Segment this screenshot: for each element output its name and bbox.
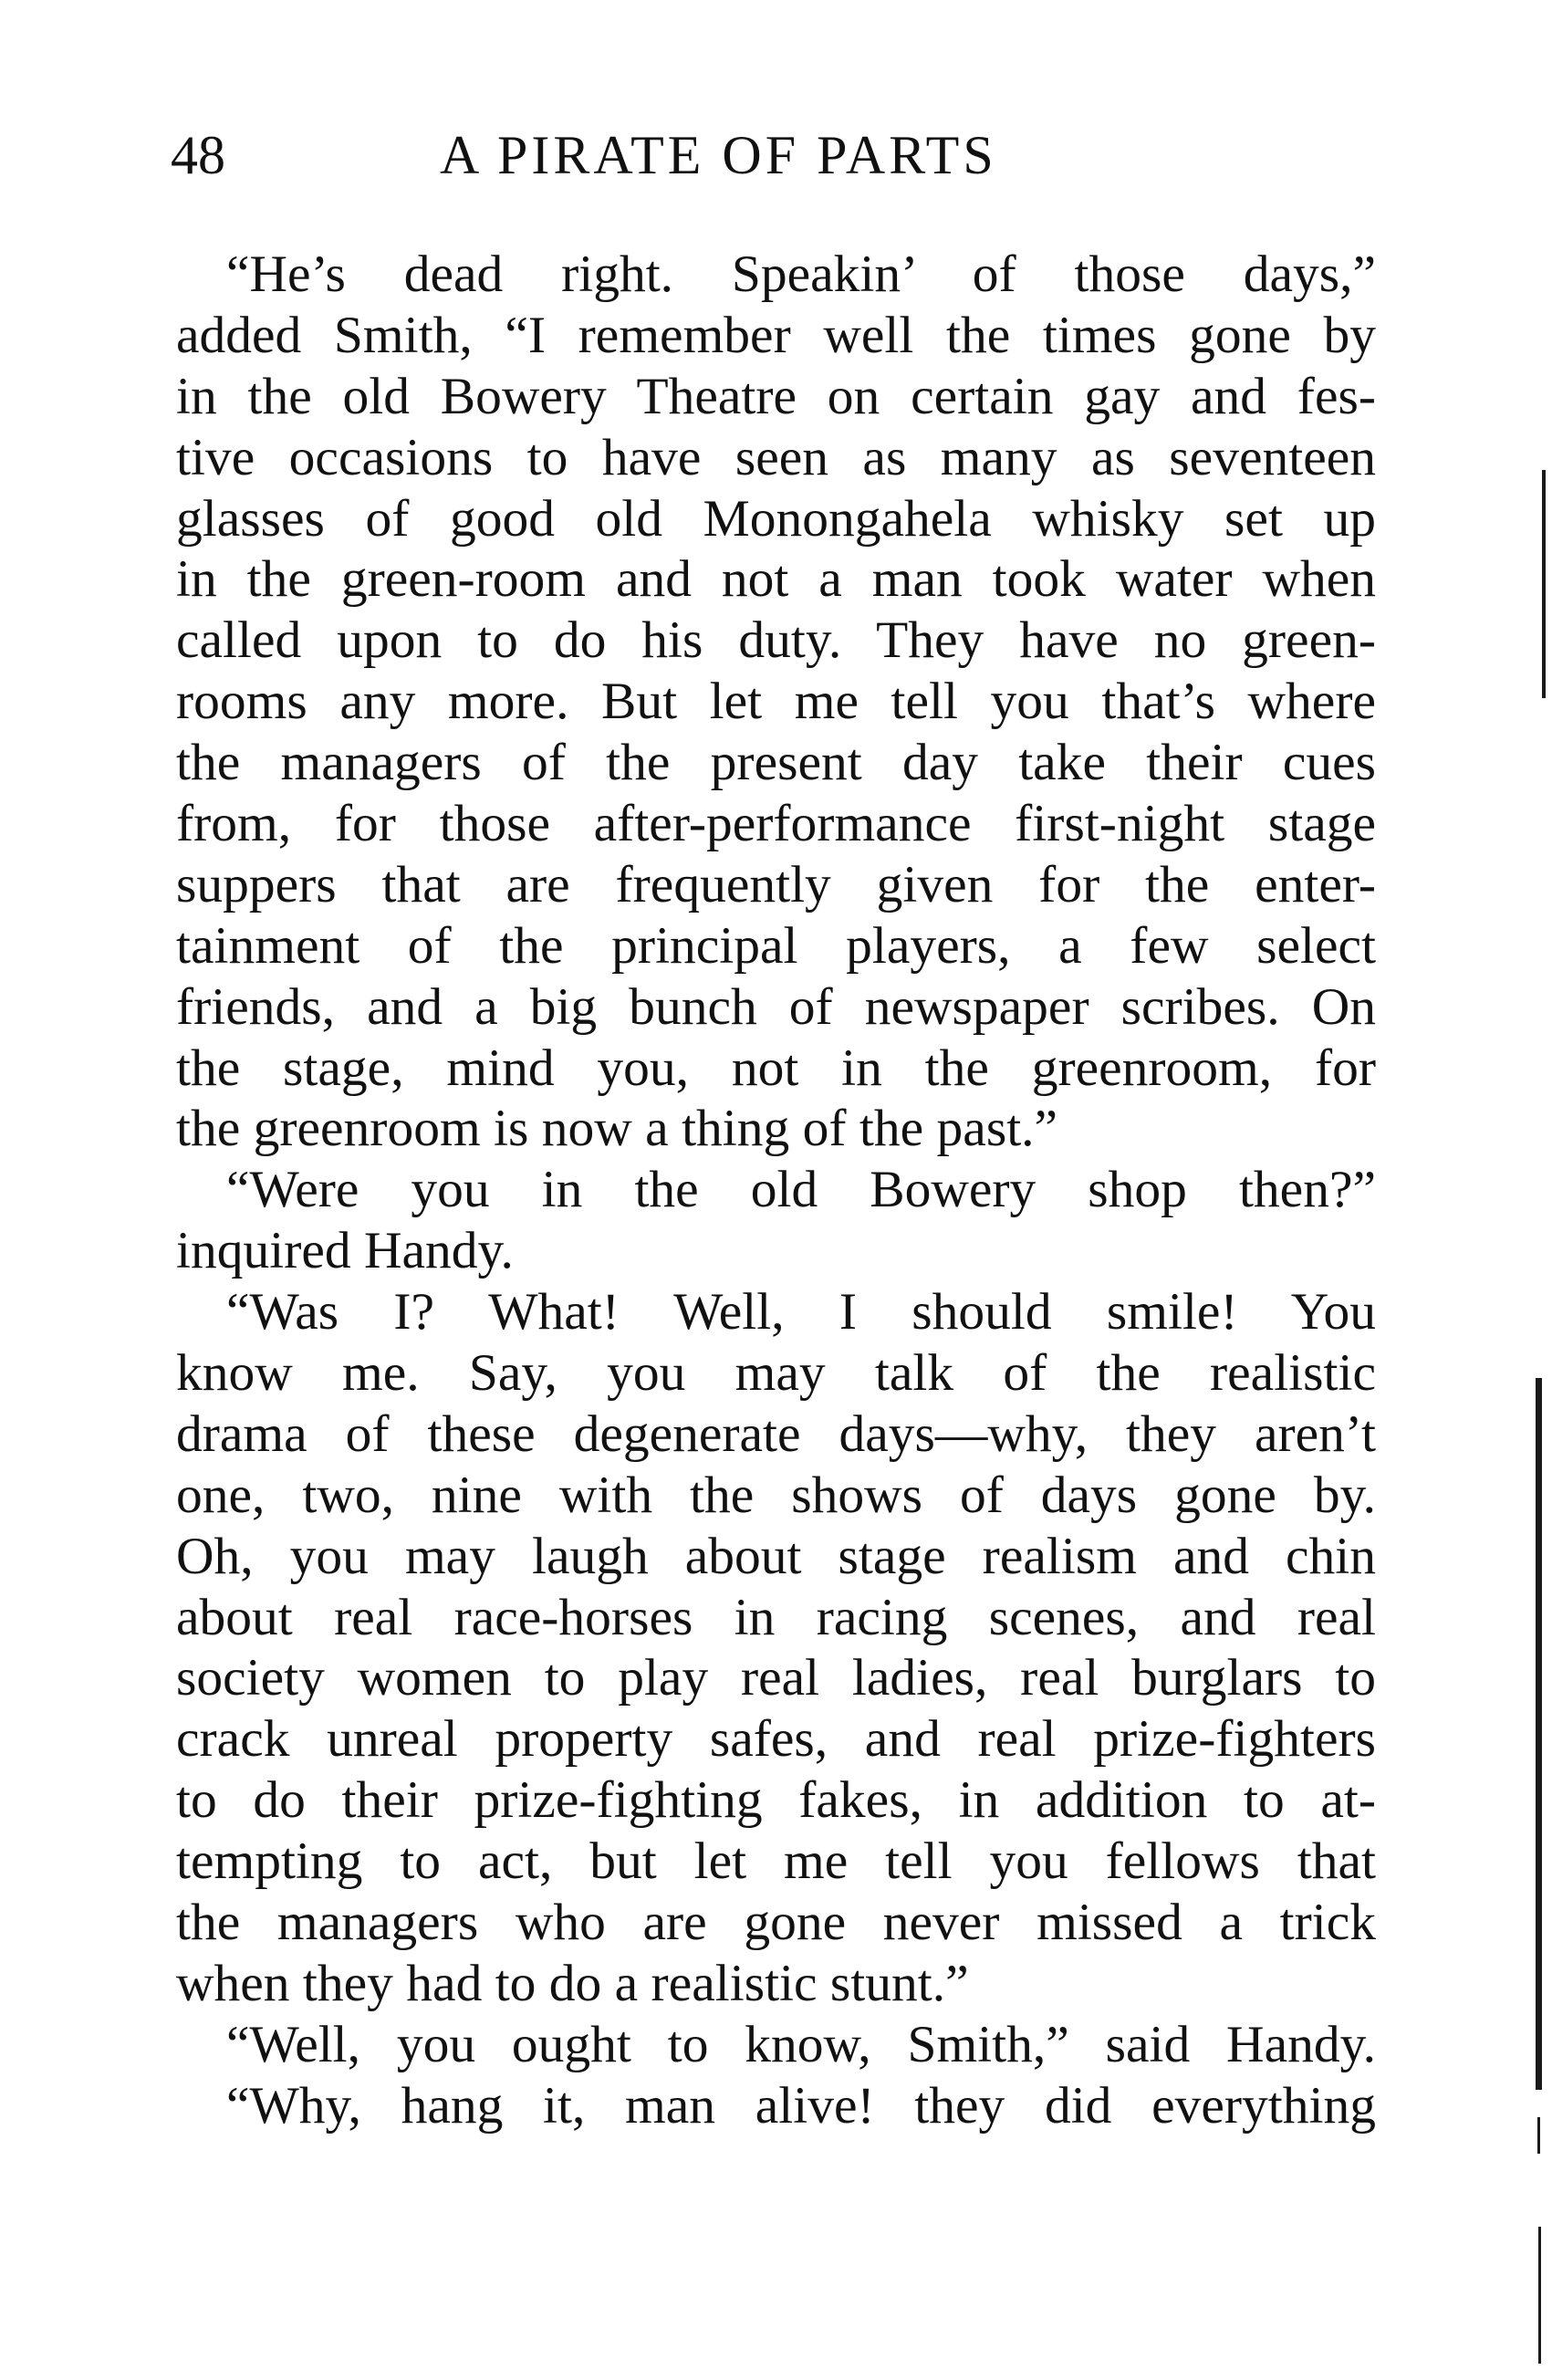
text-line: suppers that are frequently given for the enter-: [176, 855, 1376, 913]
text-line: added Smith, “I remember well the times gone by: [176, 306, 1376, 364]
text-line: “Why, hang it, man alive! they did everything: [226, 2076, 1376, 2135]
text-line: crack unreal property safes, and real prize-fighters: [176, 1710, 1376, 1769]
page-header: [171, 119, 1380, 192]
scan-edge-mark: [1537, 2117, 1540, 2154]
text-line: when they had to do a realistic stunt.”: [176, 1954, 969, 2012]
text-line: know me. Say, you may talk of the realistic: [176, 1344, 1376, 1403]
text-line: glasses of good old Monongahela whisky set up: [176, 489, 1376, 548]
text-line: “Was I? What! Well, I should smile! You: [226, 1283, 1376, 1341]
text-line: tempting to act, but let me tell you fellows that: [176, 1832, 1376, 1891]
text-line: one, two, nine with the shows of days gone by.: [176, 1466, 1376, 1524]
text-line: from, for those after-performance first-night stage: [176, 795, 1376, 853]
text-line: the managers of the present day take their cues: [176, 734, 1376, 792]
text-line: Oh, you may laugh about stage realism and chin: [176, 1527, 1376, 1585]
text-line: in the old Bowery Theatre on certain gay and fes-: [176, 367, 1376, 425]
text-line: “He’s dead right. Speakin’ of those days,”: [226, 245, 1376, 303]
text-line: “Were you in the old Bowery shop then?”: [226, 1161, 1376, 1219]
text-line: society women to play real ladies, real burglars to: [176, 1649, 1376, 1707]
text-line: called upon to do his duty. They have no green-: [176, 611, 1376, 670]
text-line: tainment of the principal players, a few select: [176, 916, 1376, 975]
text-line: inquired Handy.: [176, 1222, 514, 1280]
body-text: [176, 245, 1376, 2137]
running-title: A PIRATE OF PARTS: [440, 125, 997, 185]
scan-edge-mark: [1538, 2227, 1541, 2364]
scan-edge-mark: [1536, 1378, 1542, 2090]
text-line: the managers who are gone never missed a trick: [176, 1894, 1376, 1952]
text-line: drama of these degenerate days—why, they aren’t: [176, 1404, 1376, 1463]
scan-edge-mark: [1542, 470, 1546, 698]
text-line: in the green-room and not a man took water when: [176, 550, 1376, 609]
text-line: the greenroom is now a thing of the past.”: [176, 1100, 1058, 1158]
page-number: 48: [171, 125, 225, 185]
text-line: about real race-horses in racing scenes, and real: [176, 1588, 1376, 1646]
text-line: to do their prize-fighting fakes, in addition to at-: [176, 1771, 1376, 1830]
text-line: the stage, mind you, not in the greenroom, for: [176, 1039, 1376, 1097]
text-line: “Well, you ought to know, Smith,” said Handy.: [226, 2015, 1376, 2073]
text-line: tive occasions to have seen as many as seventeen: [176, 428, 1376, 486]
text-line: friends, and a big bunch of newspaper scribes. On: [176, 977, 1376, 1036]
text-line: rooms any more. But let me tell you that’s where: [176, 673, 1376, 731]
